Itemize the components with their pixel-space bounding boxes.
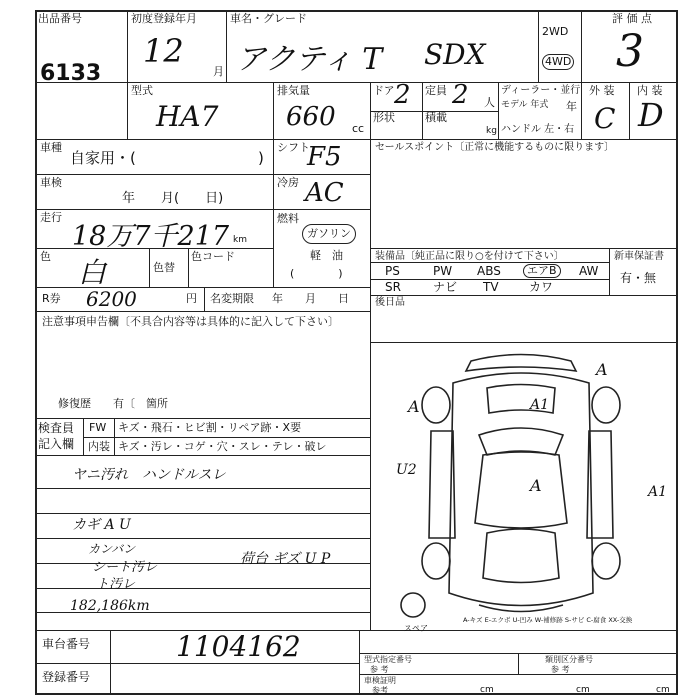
use-value: 自家用・( (70, 149, 136, 167)
fuel-diesel: 軽 油 (310, 249, 343, 262)
type-label: 型式 (131, 84, 153, 97)
use-paren-close: ) (258, 149, 264, 167)
damage-mark: U2 (396, 462, 417, 478)
inspector-interior-items: キズ・汚レ・コゲ・穴・スレ・テレ・破レ (118, 440, 327, 453)
displacement-value: 660 (286, 102, 336, 132)
month-unit: 月 (213, 65, 224, 78)
color-label: 色 (40, 250, 51, 263)
lot-label: 出品番号 (38, 12, 82, 25)
inspector-label2: 記入欄 (38, 437, 75, 451)
dealer-label: ディーラー・並行 (501, 85, 581, 96)
shape-label: 形状 (373, 111, 395, 124)
damage-legend: A-キズ E-エクボ U-凹み W-補修跡 S-サビ C-腐食 XX-交換 (463, 616, 633, 624)
first-reg-label: 初度登録年月 (131, 12, 197, 25)
recycle-label: R券 (42, 292, 61, 305)
yen-unit: 円 (186, 292, 197, 305)
score-label: 評 価 点 (612, 12, 652, 25)
cert-label: 車検証明 (364, 676, 396, 685)
equip-pw: PW (433, 264, 453, 278)
interior-label: 内 装 (637, 84, 663, 97)
sales-point-label: セールスポイント〔正常に機能するものに限ります〕 (375, 142, 615, 153)
damage-mark: A (408, 397, 420, 416)
equip-navi: ナビ (433, 280, 458, 294)
displacement-label: 排気量 (277, 84, 310, 97)
equip-aw: AW (579, 264, 599, 278)
fuel-label: 燃料 (277, 212, 299, 225)
cm-unit: cm (656, 685, 670, 695)
cm-unit: cm (576, 685, 590, 695)
other-label: 後日品 (375, 297, 405, 308)
warranty-label: 新車保証書 (614, 251, 664, 262)
model-grade-label: 車名・グレード (230, 12, 307, 25)
cm-unit: cm (480, 685, 494, 695)
inspection-label: 車検 (40, 176, 62, 189)
sales-point-box (370, 139, 678, 249)
damage-mark: A1 (530, 397, 550, 413)
use-label: 車種 (40, 141, 62, 154)
color-change-label: 色替 (153, 261, 175, 274)
equip-hline (371, 262, 609, 263)
handwritten-note: カギ A U (72, 517, 131, 533)
lot-number: 6133 (40, 61, 102, 86)
name-change-label: 名変期限 (210, 292, 254, 305)
person-unit: 人 (484, 96, 495, 109)
mileage-label: 走行 (40, 211, 62, 224)
load-label: 積載 (425, 111, 447, 124)
class-label: 類別区分番号 (545, 655, 593, 664)
note-line (36, 488, 370, 489)
exterior-value: C (594, 102, 616, 135)
ac-value: AC (305, 178, 344, 208)
equip-ps: PS (385, 264, 400, 278)
shift-label: シフト (277, 141, 310, 154)
mileage-value: 18万7千217 (72, 221, 230, 252)
chassis-value: 1104162 (176, 630, 301, 663)
model-year-label: モデル 年式 (501, 100, 549, 110)
handwritten-note: ヤニ汚れ ハンドルスレ (72, 467, 226, 483)
spec-label: 型式指定番号 (364, 655, 412, 664)
spare-label: スペア (404, 624, 428, 633)
damage-mark: A1 (648, 484, 668, 500)
capacity-value: 2 (452, 80, 469, 110)
class-cell (518, 653, 678, 675)
fuel-paren: ( ) (290, 267, 343, 280)
grade-value: SDX (424, 38, 486, 71)
model-name: アクティ T (236, 42, 383, 77)
cc-unit: cc (352, 122, 365, 135)
handle-label: ハンドル 左・右 (501, 124, 575, 135)
equip-abs: ABS (477, 264, 501, 278)
inspector-fw-items: キズ・飛石・ヒビ割・リペア跡・X要 (118, 421, 302, 434)
warranty-value: 有・無 (620, 271, 657, 285)
drive-cell (538, 10, 582, 83)
note-line (36, 588, 370, 589)
equip-airbag: エアB (523, 264, 561, 278)
fuel-gas: ガソリン (302, 224, 356, 244)
other-box (370, 295, 678, 343)
doors-value: 2 (394, 80, 411, 110)
cert-cell (359, 674, 678, 695)
cert-sub: 参考 (372, 686, 388, 695)
handwritten-note: シート汚レ (92, 560, 158, 575)
handwritten-note: 荷台 ギズ U P (240, 551, 331, 567)
km-unit: km (233, 235, 247, 245)
color-code-label: 色コード (191, 250, 235, 263)
handwritten-note: カンバン (88, 542, 136, 556)
drive-4wd: 4WD (542, 54, 574, 70)
inspector-fw: FW (89, 421, 107, 434)
repair-history: 修復歴 有〔 箇所 (58, 397, 168, 410)
handwritten-note: 182,186km (70, 598, 150, 614)
registration-label: 登録番号 (42, 670, 91, 684)
equip-tv: TV (483, 280, 499, 294)
shift-value: F5 (307, 142, 342, 172)
ac-label: 冷房 (277, 176, 299, 189)
class-sub: 参 考 (551, 665, 570, 674)
recycle-value: 6200 (86, 287, 137, 311)
capacity-label: 定員 (425, 84, 447, 97)
drive-2wd: 2WD (542, 25, 569, 38)
note-line (36, 538, 370, 539)
first-reg-value: 12 (143, 32, 184, 70)
color-value: 白 (78, 256, 107, 289)
chassis-label: 車台番号 (42, 637, 91, 651)
spec-sub: 参 考 (370, 665, 389, 674)
type-value: HA7 (156, 100, 219, 133)
year-unit: 年 (566, 100, 577, 113)
kg-unit: kg (486, 126, 497, 136)
equip-sr: SR (385, 280, 401, 294)
score-value: 3 (616, 26, 644, 77)
notes-label: 注意事項申告欄〔不具合内容等は具体的に記入して下さい〕 (42, 315, 339, 328)
exterior-label: 外 装 (589, 84, 615, 97)
insp-hline (84, 437, 370, 438)
doors-label: ドア (373, 84, 395, 97)
name-change-value: 年 月 日 (272, 292, 349, 305)
equipment-label: 装備品〔純正品に限り○を付けて下さい〕 (375, 251, 564, 262)
equip-leather: カワ (529, 280, 554, 294)
interior-value: D (638, 96, 664, 134)
inspector-label1: 検査員 (38, 421, 75, 435)
handwritten-note: ト汚レ (96, 577, 136, 592)
car-diagram (371, 343, 677, 630)
damage-mark: A (596, 360, 608, 379)
inspection-value: 年 月( 日) (122, 191, 224, 206)
damage-mark: A (530, 476, 542, 495)
inspector-interior: 内装 (88, 440, 110, 453)
